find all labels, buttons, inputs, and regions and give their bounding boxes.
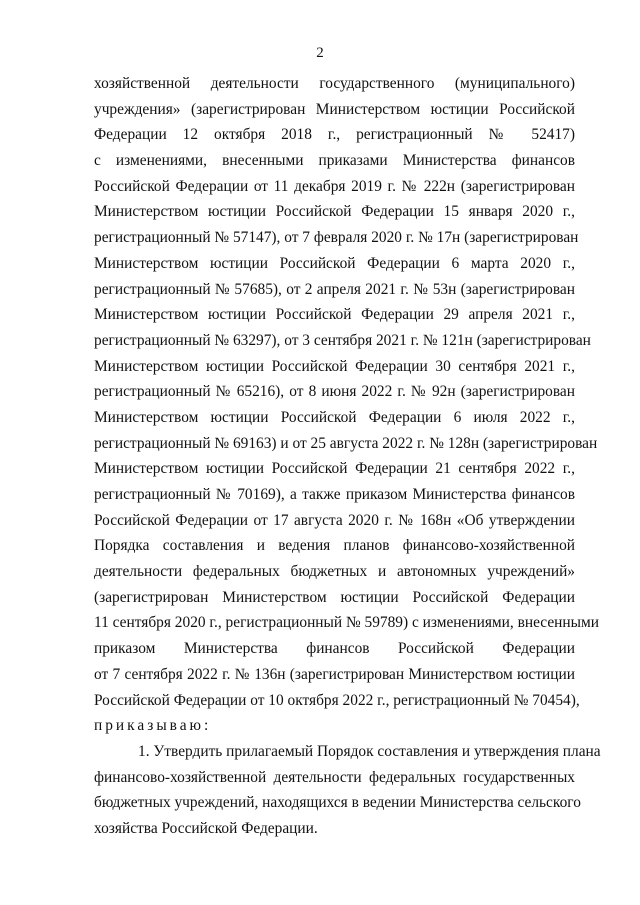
paragraph-2-line: финансово-хозяйственной деятельности федеральных государственных bbox=[94, 768, 575, 786]
order-word: приказываю: bbox=[94, 717, 212, 735]
paragraph-1-line: регистрационный № 63297), от 3 сентября 2021 г. № 121н (зарегистрирован bbox=[94, 331, 591, 349]
paragraph-2-line: бюджетных учреждений, находящихся в ведении Министерства сельского bbox=[94, 794, 581, 812]
paragraph-1-line: хозяйственной деятельности государственного (муниципального) bbox=[94, 75, 575, 92]
paragraph-1-line: регистрационный № 57685), от 2 апреля 2021 г. № 53н (зарегистрирован bbox=[94, 280, 575, 298]
page-number: 2 bbox=[316, 45, 324, 61]
paragraph-2 bbox=[94, 739, 601, 842]
paragraph-1-line: (зарегистрирован Министерством юстиции Российской Федерации bbox=[94, 588, 575, 606]
paragraph-1-line: Министерством юстиции Российской Федерации 6 июля 2022 г., bbox=[94, 408, 575, 426]
paragraph-1-line: Министерством юстиции Российской Федерации 15 января 2020 г., bbox=[94, 203, 575, 221]
paragraph-1-line: регистрационный № 65216), от 8 июня 2022 г. № 92н (зарегистрирован bbox=[94, 383, 575, 401]
paragraph-1 bbox=[94, 71, 599, 713]
paragraph-1-line: Министерством юстиции Российской Федерации 29 апреля 2021 г., bbox=[94, 306, 575, 324]
paragraph-1-line: от 7 сентября 2022 г. № 136н (зарегистрирован Министерством юстиции bbox=[94, 665, 575, 683]
paragraph-1-line: Российской Федерации от 17 августа 2020 г. № 168н «Об утверждении bbox=[94, 511, 575, 529]
paragraph-1-line: Министерством юстиции Российской Федерации 21 сентября 2022 г., bbox=[94, 460, 575, 478]
paragraph-2-line: 1. Утвердить прилагаемый Порядок составления и утверждения плана bbox=[138, 742, 601, 760]
paragraph-1-line: Порядка составления и ведения планов финансово-хозяйственной bbox=[94, 537, 575, 555]
paragraph-1-line: приказом Министерства финансов Российской Федерации bbox=[94, 640, 575, 658]
paragraph-1-line: регистрационный № 69163) и от 25 августа 2022 г. № 128н (зарегистрирован bbox=[94, 434, 598, 452]
paragraph-1-line: учреждения» (зарегистрирован Министерством юстиции Российской bbox=[94, 100, 575, 118]
paragraph-1-line: Российской Федерации от 10 октября 2022 г., регистрационный № 70454), bbox=[94, 691, 580, 709]
paragraph-1-line: деятельности федеральных бюджетных и автономных учреждений» bbox=[94, 563, 575, 581]
paragraph-1-line: регистрационный № 57147), от 7 февраля 2020 г. № 17н (зарегистрирован bbox=[94, 229, 579, 247]
paragraph-1-line: Министерством юстиции Российской Федерации 30 сентября 2021 г., bbox=[94, 357, 575, 375]
document-body bbox=[94, 71, 601, 842]
paragraph-1-line: Министерством юстиции Российской Федерации 6 марта 2020 г., bbox=[94, 254, 575, 272]
paragraph-1-line: 11 сентября 2020 г., регистрационный № 59789) с изменениями, внесенными bbox=[94, 614, 599, 632]
paragraph-1-line: регистрационный № 70169), а также приказом Министерства финансов bbox=[94, 486, 575, 503]
paragraph-1-line: с изменениями, внесенными приказами Министерства финансов bbox=[94, 152, 575, 170]
paragraph-1-line: Российской Федерации от 11 декабря 2019 г. № 222н (зарегистрирован bbox=[94, 177, 575, 195]
paragraph-2-line: хозяйства Российской Федерации. bbox=[94, 819, 318, 837]
paragraph-1-line: Федерации 12 октября 2018 г., регистрационный № 52417) bbox=[94, 126, 575, 144]
